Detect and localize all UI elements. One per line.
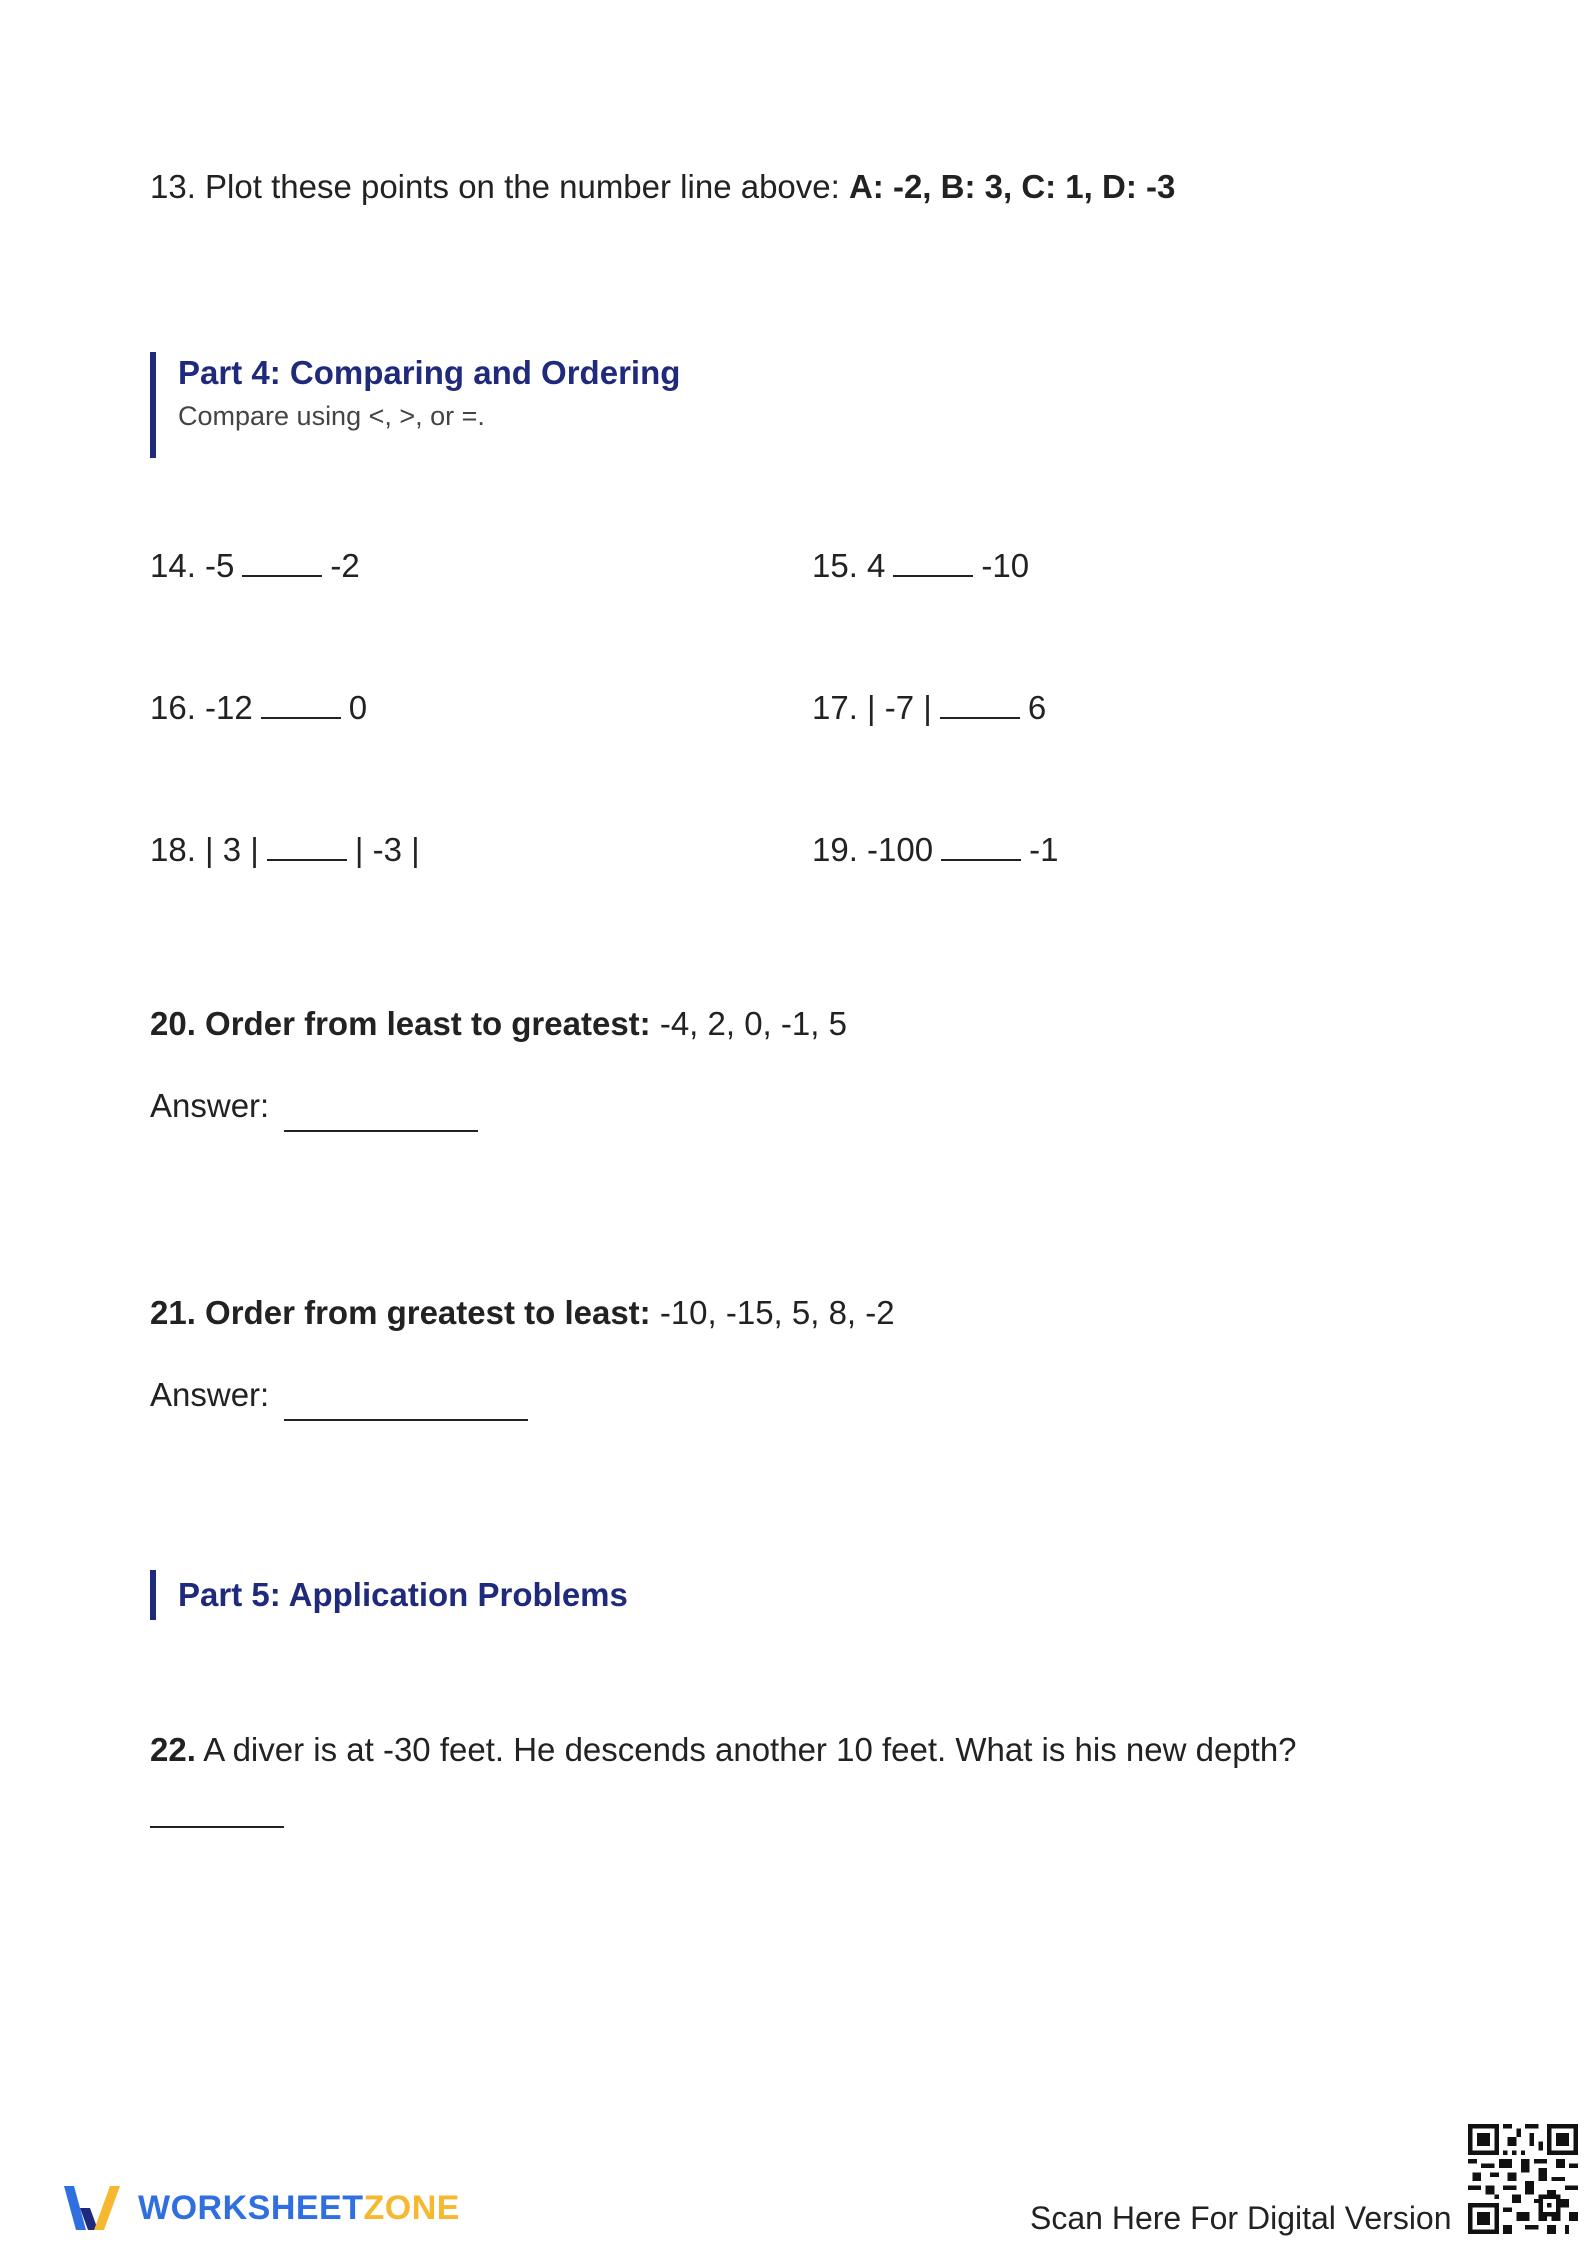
question-13-text: 13. Plot these points on the number line above: bbox=[150, 168, 849, 205]
compare-item-14 bbox=[150, 546, 360, 586]
right-value: 6 bbox=[1027, 689, 1047, 726]
worksheetzone-logo-icon bbox=[60, 2180, 124, 2236]
left-value: | 3 | bbox=[205, 831, 259, 868]
question-20-label: 20. Order from least to greatest: bbox=[150, 1005, 651, 1042]
compare-item-18 bbox=[150, 830, 420, 870]
question-21-label: 21. Order from greatest to least: bbox=[150, 1294, 651, 1331]
question-21 bbox=[150, 1293, 895, 1333]
answer-blank[interactable] bbox=[267, 833, 347, 861]
right-value: -1 bbox=[1029, 831, 1059, 868]
question-20-answer-line[interactable] bbox=[284, 1130, 478, 1132]
answer-blank[interactable] bbox=[893, 549, 973, 577]
answer-blank[interactable] bbox=[261, 691, 341, 719]
left-value: 4 bbox=[867, 547, 886, 584]
question-20-answer-label: Answer: bbox=[150, 1087, 270, 1124]
item-number: 14. bbox=[150, 547, 196, 584]
left-value: | -7 | bbox=[867, 689, 932, 726]
item-number: 15. bbox=[812, 547, 858, 584]
qr-code-icon[interactable] bbox=[1468, 2124, 1578, 2234]
part-4-subtitle: Compare using <, >, or =. bbox=[178, 401, 485, 431]
logo-text-zone: ZONE bbox=[363, 2188, 460, 2227]
question-21-values: -10, -15, 5, 8, -2 bbox=[650, 1294, 895, 1331]
item-number: 19. bbox=[812, 831, 858, 868]
worksheetzone-logo[interactable] bbox=[60, 2180, 460, 2236]
question-22-answer-line[interactable] bbox=[150, 1826, 284, 1828]
left-value: -5 bbox=[205, 547, 235, 584]
right-value: -2 bbox=[330, 547, 360, 584]
question-13-points: A: -2, B: 3, C: 1, D: -3 bbox=[848, 168, 1176, 205]
item-number: 17. bbox=[812, 689, 858, 726]
right-value: 0 bbox=[348, 689, 368, 726]
question-20-values: -4, 2, 0, -1, 5 bbox=[650, 1005, 847, 1042]
compare-item-15 bbox=[812, 546, 1029, 586]
question-22-number: 22. bbox=[150, 1731, 196, 1768]
question-21-answer-label: Answer: bbox=[150, 1376, 270, 1413]
left-value: -12 bbox=[205, 689, 253, 726]
item-number: 18. bbox=[150, 831, 196, 868]
compare-item-16 bbox=[150, 688, 367, 728]
item-number: 16. bbox=[150, 689, 196, 726]
part-4-title: Part 4: Comparing and Ordering bbox=[178, 354, 681, 391]
question-20 bbox=[150, 1004, 847, 1044]
right-value: | -3 | bbox=[354, 831, 420, 868]
scan-here-text: Scan Here For Digital Version bbox=[1030, 2200, 1452, 2236]
answer-blank[interactable] bbox=[941, 833, 1021, 861]
question-21-answer-line[interactable] bbox=[284, 1419, 528, 1421]
left-value: -100 bbox=[867, 831, 934, 868]
compare-item-19 bbox=[812, 830, 1058, 870]
right-value: -10 bbox=[981, 547, 1030, 584]
part-5-title: Part 5: Application Problems bbox=[178, 1576, 628, 1613]
question-22-text: A diver is at -30 feet. He descends another 10 feet. What is his new depth? bbox=[195, 1731, 1297, 1768]
compare-item-17 bbox=[812, 688, 1046, 728]
logo-text bbox=[138, 2189, 460, 2228]
part-5-header bbox=[150, 1570, 628, 1620]
answer-blank[interactable] bbox=[242, 549, 322, 577]
answer-blank[interactable] bbox=[940, 691, 1020, 719]
question-22 bbox=[150, 1730, 1297, 1770]
logo-text-worksheet: WORKSHEET bbox=[138, 2188, 364, 2227]
part-4-header bbox=[150, 352, 680, 458]
question-13 bbox=[150, 167, 1175, 207]
